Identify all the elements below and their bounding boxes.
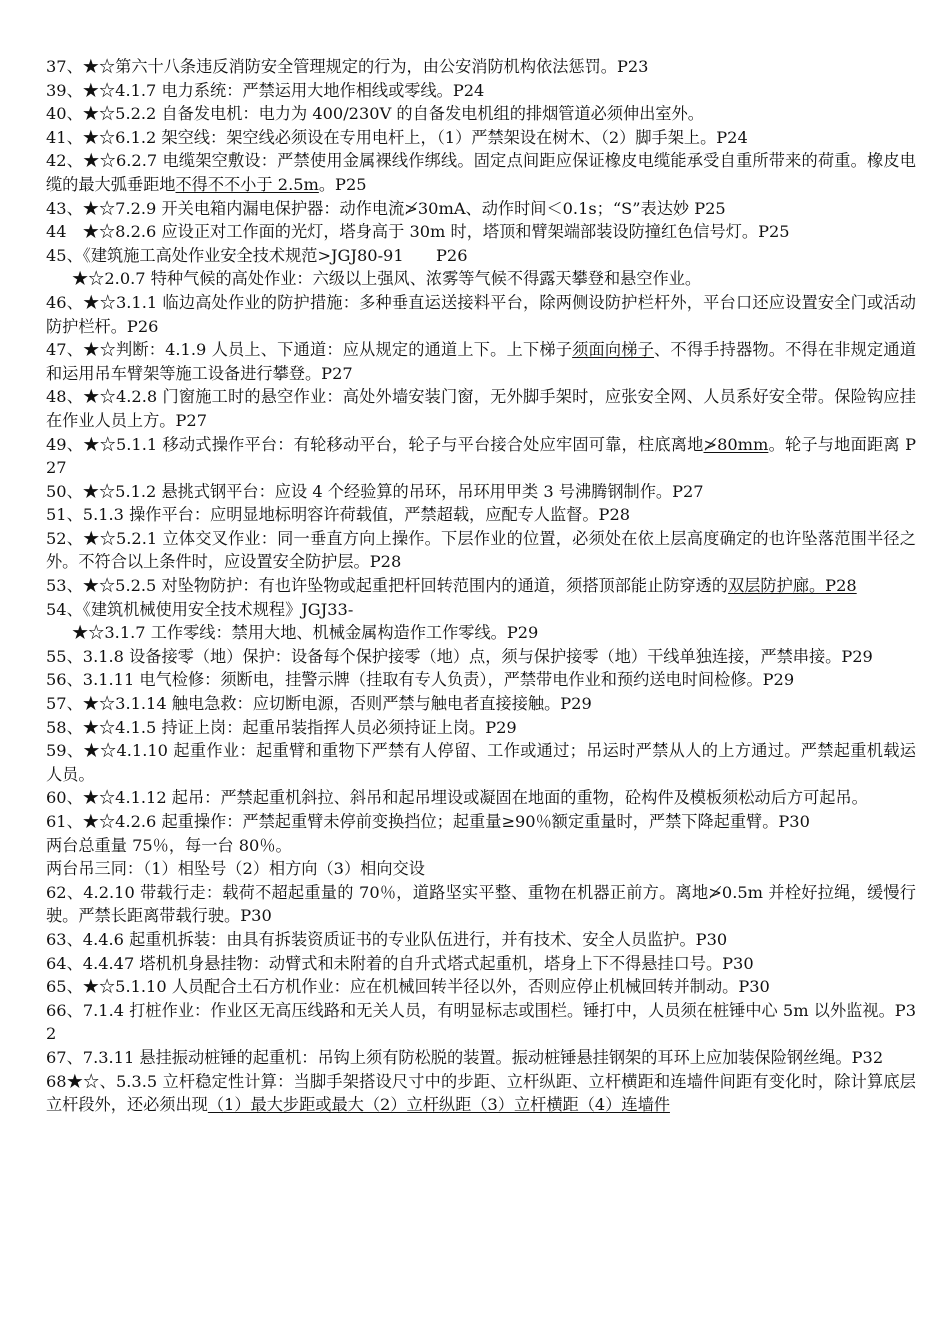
- paragraph-5: [46, 197, 916, 221]
- paragraph-11: [46, 385, 916, 432]
- paragraph-text-tail: 。轮子与地面距离 P27: [46, 434, 916, 478]
- paragraph-25: [46, 810, 916, 834]
- paragraph-28: [46, 881, 916, 928]
- paragraph-19: [46, 645, 916, 669]
- paragraph-22: [46, 716, 916, 740]
- paragraph-32: [46, 999, 916, 1046]
- paragraph-29: [46, 928, 916, 952]
- document-body: [46, 55, 916, 1117]
- paragraph-text: 40、★☆5.2.2 自备发电机：电力为 400/230V 的自备发电机组的排烟管道必须伸出室外。: [46, 104, 704, 124]
- paragraph-15: [46, 527, 916, 574]
- paragraph-23: [46, 739, 916, 786]
- paragraph-9: [46, 291, 916, 338]
- paragraph-4: [46, 149, 916, 196]
- paragraph-text: 54、《建筑机械使用安全技术规程》JGJ33-: [46, 599, 354, 619]
- paragraph-text: 52、★☆5.2.1 立体交叉作业：同一垂直方向上操作。下层作业的位置，必须处在依上层高度确定的也许坠落范围半径之外。不符合以上条件时，应设置安全防护层。P28: [46, 528, 916, 572]
- paragraph-text: 61、★☆4.2.6 起重操作：严禁起重臂未停前变换挡位；起重量≥90％额定重量时，严禁下降起重臂。P30: [46, 812, 810, 831]
- paragraph-24: [46, 786, 916, 810]
- paragraph-text: 62、4.2.10 带载行走：载荷不超起重量的 70％，道路坚实平整、重物在机器正前方。离地≯0.5m 并栓好拉绳，缓慢行驶。严禁长距离带载行驶。P30: [46, 882, 916, 926]
- paragraph-text: 65、★☆5.1.10 人员配合土石方机作业：应在机械回转半径以外，否则应停止机械回转并制动。P30: [46, 977, 770, 997]
- paragraph-text: 两台总重量 75％，每一台 80％。: [46, 835, 292, 855]
- paragraph-text: 44 ★☆8.2.6 应设正对工作面的光灯，塔身高于 30m 时，塔顶和臂架端部装设防撞红色信号灯。P25: [46, 222, 790, 242]
- paragraph-text: 59、★☆4.1.10 起重作业：起重臂和重物下严禁有人停留、工作或通过；吊运时严禁从人的上方通过。严禁起重机载运人员。: [46, 741, 916, 784]
- paragraph-20: [46, 668, 916, 692]
- paragraph-33: [46, 1046, 916, 1070]
- paragraph-text: 55、3.1.8 设备接零（地）保护：设备每个保护接零（地）点，须与保护接零（地）干线单独连接，严禁串接。P29: [46, 646, 873, 666]
- underlined-text: 须面向梯子: [572, 340, 655, 360]
- paragraph-1: [46, 79, 916, 103]
- paragraph-text: 51、5.1.3 操作平台：应明显地标明容许荷载值，严禁超载，应配专人监督。P28: [46, 505, 631, 525]
- paragraph-7: [46, 244, 916, 268]
- paragraph-text: 67、7.3.11 悬挂振动桩锤的起重机：吊钩上须有防松脱的装置。振动桩锤悬挂钢架的耳环上应加装保险钢丝绳。P32: [46, 1047, 884, 1067]
- paragraph-34: [46, 1070, 916, 1117]
- paragraph-text-tail: 、不得手持器物。不得在非规定通道和运用吊车臂架等施工设备进行攀登。P27: [46, 340, 917, 383]
- paragraph-text: 68★☆、5.3.5 立杆稳定性计算：当脚手架搭设尺寸中的步距、立杆纵距、立杆横距和连墙件间距有变化时，除计算底层立杆段外，还必须出现: [46, 1071, 916, 1115]
- paragraph-16: [46, 574, 916, 598]
- paragraph-text: 42、★☆6.2.7 电缆架空敷设：严禁使用金属裸线作绑线。固定点间距应保证橡皮电缆能承受自重所带来的荷重。橡皮电缆的最大弧垂距地: [46, 151, 916, 194]
- paragraph-text: 53、★☆5.2.5 对坠物防护：有也许坠物或起重把杆回转范围内的通道，须搭顶部能止防穿透的: [46, 576, 729, 596]
- paragraph-text: 66、7.1.4 打桩作业：作业区无高压线路和无关人员，有明显标志或围栏。锤打中，人员须在桩锤中心 5m 以外监视。P32: [46, 1000, 916, 1044]
- paragraph-text-tail: 。P25: [318, 174, 367, 194]
- underlined-text: ≯80mm: [703, 434, 769, 454]
- paragraph-3: [46, 126, 916, 150]
- paragraph-26: [46, 834, 916, 858]
- paragraph-text: 49、★☆5.1.1 移动式操作平台：有轮移动平台，轮子与平台接合处应牢固可靠，柱底离地: [46, 434, 704, 454]
- paragraph-text: 50、★☆5.1.2 悬挑式钢平台：应设 4 个经验算的吊环，吊环用甲类 3 号沸腾钢制作。P27: [46, 481, 704, 501]
- paragraph-30: [46, 952, 916, 976]
- paragraph-18: [46, 621, 916, 645]
- paragraph-text: 39、★☆4.1.7 电力系统：严禁运用大地作相线或零线。P24: [46, 80, 485, 100]
- underlined-text: （1）最大步距或最大（2）立杆纵距（3）立杆横距（4）连墙件: [207, 1095, 670, 1115]
- paragraph-31: [46, 975, 916, 999]
- paragraph-text: 45、《建筑施工高处作业安全技术规范>JGJ80-91 P26: [46, 245, 468, 265]
- paragraph-0: [46, 55, 916, 79]
- paragraph-17: [46, 598, 916, 622]
- paragraph-text: 46、★☆3.1.1 临边高处作业的防护措施：多种垂直运送接料平台，除两侧设防护栏杆外，平台口还应设置安全门或活动防护栏杆。P26: [46, 292, 916, 336]
- paragraph-text: 57、★☆3.1.14 触电急救：应切断电源，否则严禁与触电者直接接触。P29: [46, 694, 592, 714]
- paragraph-text: 47、★☆判断：4.1.9 人员上、下通道：应从规定的通道上下。上下梯子: [46, 340, 573, 360]
- paragraph-text: 58、★☆4.1.5 持证上岗：起重吊装指挥人员必须持证上岗。P29: [46, 717, 517, 737]
- paragraph-text: 60、★☆4.1.12 起吊：严禁起重机斜拉、斜吊和起吊埋设或凝固在地面的重物，砼构件及模板须松动后方可起吊。: [46, 788, 868, 808]
- paragraph-text: 37、★☆第六十八条违反消防安全管理规定的行为，由公安消防机构依法惩罚。P23: [46, 57, 649, 76]
- paragraph-text: 41、★☆6.1.2 架空线：架空线必须设在专用电杆上，（1）严禁架设在树木、（2）脚手架上。P24: [46, 127, 748, 147]
- paragraph-text: 48、★☆4.2.8 门窗施工时的悬空作业：高处外墙安装门窗，无外脚手架时，应张安全网、人员系好安全带。保险钩应挂在作业人员上方。P27: [46, 387, 916, 430]
- underlined-text: 不得不不小于 2.5m: [175, 174, 319, 194]
- paragraph-text: 56、3.1.11 电气检修：须断电，挂警示牌（挂取有专人负责），严禁带电作业和预约送电时间检修。P29: [46, 670, 795, 690]
- paragraph-21: [46, 692, 916, 716]
- paragraph-6: [46, 220, 916, 244]
- paragraph-text: 63、4.4.6 起重机拆装：由具有拆装资质证书的专业队伍进行，并有技术、安全人员监护。P30: [46, 929, 728, 949]
- paragraph-8: [46, 267, 916, 291]
- paragraph-text: 43、★☆7.2.9 开关电箱内漏电保护器：动作电流≯30mA、动作时间＜0.1s；“S”表达妙 P25: [46, 198, 726, 218]
- underlined-text: 双层防护廊。P28: [728, 576, 857, 596]
- paragraph-text: ★☆3.1.7 工作零线：禁用大地、机械金属构造作工作零线。P29: [72, 623, 539, 643]
- paragraph-14: [46, 503, 916, 527]
- paragraph-13: [46, 480, 916, 504]
- paragraph-27: [46, 857, 916, 881]
- paragraph-10: [46, 338, 916, 385]
- paragraph-text: 64、4.4.47 塔机机身悬挂物：动臂式和未附着的自升式塔式起重机，塔身上下不得悬挂口号。P30: [46, 953, 754, 973]
- paragraph-text: ★☆2.0.7 特种气候的高处作业：六级以上强风、浓雾等气候不得露天攀登和悬空作业。: [72, 269, 702, 289]
- paragraph-2: [46, 102, 916, 126]
- paragraph-12: [46, 433, 916, 480]
- paragraph-text: 两台吊三同：（1）相坠号（2）相方向（3）相向交设: [46, 859, 425, 879]
